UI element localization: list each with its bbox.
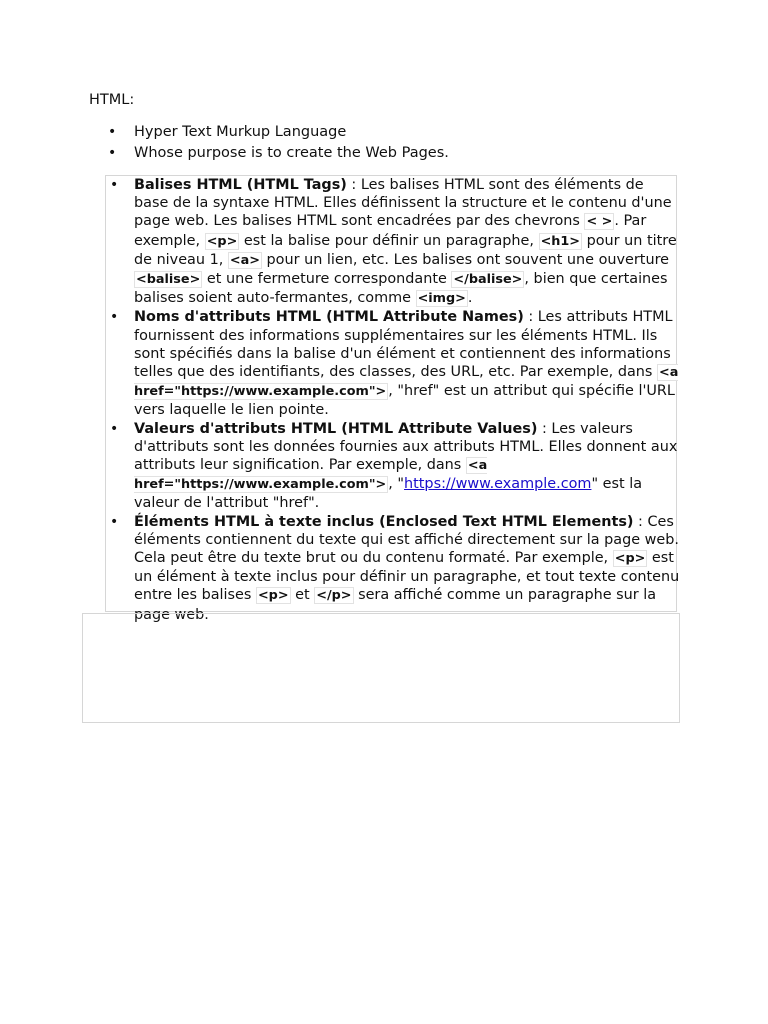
inline-code: <h1> (540, 233, 581, 249)
definition-item-attribute-values (134, 420, 680, 513)
inline-code: <img> (417, 291, 466, 307)
definition-text: et une fermeture correspondante (202, 271, 452, 288)
definition-text: , "href" est un attribut qui spécifie l'URL vers laquelle le lien pointe. (134, 383, 675, 419)
intro-bullet-item: • Hyper Text Murkup Language (134, 122, 449, 143)
inline-code: <balise> (136, 272, 201, 288)
definition-term: Éléments HTML à texte inclus (Enclosed Text HTML Elements) (134, 513, 634, 530)
definition-text: " est la valeur de l'attribut "href". (134, 476, 643, 512)
definition-text: . Par exemple, (134, 213, 647, 249)
definition-text: , bien que certaines balises soient auto-fermantes, comme (134, 271, 668, 307)
definition-text: et (290, 587, 315, 604)
inline-code: <p> (206, 233, 238, 249)
inline-code: <p> (257, 588, 289, 604)
inline-code: <a> (229, 252, 260, 268)
inline-code: <a href="https://www.example.com"> (134, 458, 488, 493)
definitions-box (105, 175, 680, 623)
inline-code: </balise> (453, 272, 523, 288)
definition-item-attribute-names (134, 308, 680, 419)
definition-text: : Les valeurs d'attributs sont les données fournies aux attributs HTML. Elles donnent aux attributs leur signification. Par exemple, dans (134, 420, 678, 474)
definition-term: Balises HTML (HTML Tags) (134, 177, 347, 193)
definition-item-html-tags (134, 176, 680, 308)
inline-code: <p> (614, 551, 646, 567)
definition-text: est un élément à texte inclus pour définir un paragraphe, et tout texte contenu entre les balises (134, 550, 680, 604)
section-heading: HTML: (89, 92, 135, 108)
intro-bullet-list (134, 122, 449, 164)
definition-text: pour un titre de niveau 1, (134, 232, 677, 268)
definition-text: : Les attributs HTML fournissent des informations supplémentaires sur les éléments HTML. Ils sont spécifiés dans la balise d'un élément et contiennent des informations telles que des identifiants, des classes, des URL, etc. Par exemple, dans (134, 309, 673, 381)
definition-text: pour un lien, etc. Les balises ont souvent une ouverture (261, 251, 670, 268)
definitions-list (134, 176, 680, 624)
inline-code: < > (586, 214, 613, 230)
definition-text: . (467, 290, 473, 307)
intro-bullet-item: • Whose purpose is to create the Web Pages. (134, 143, 449, 164)
definition-text: , " (388, 476, 405, 493)
definition-text: est la balise pour définir un paragraphe, (239, 232, 539, 249)
definition-term: Valeurs d'attributs HTML (HTML Attribute Values) (134, 420, 538, 437)
empty-frame (82, 613, 680, 723)
definition-text: : Ces éléments contiennent du texte qui est affiché directement sur la page web. Cela peut être du texte brut ou du contenu formaté. Par exemple, (134, 513, 679, 567)
inline-code: </p> (316, 588, 352, 604)
example-link[interactable]: https://www.example.com (404, 476, 592, 493)
definition-text: sera affiché comme un paragraphe sur la page web. (134, 587, 657, 623)
inline-code: <a href="https://www.example.com"> (134, 365, 679, 400)
definition-term: Noms d'attributs HTML (HTML Attribute Names) (134, 309, 524, 326)
definition-item-enclosed-text (134, 513, 680, 624)
definition-text: : Les balises HTML sont des éléments de base de la syntaxe HTML. Elles définissent la structure et le contenu d'une page web. Les balises HTML sont encadrées par des chevrons (134, 177, 672, 230)
